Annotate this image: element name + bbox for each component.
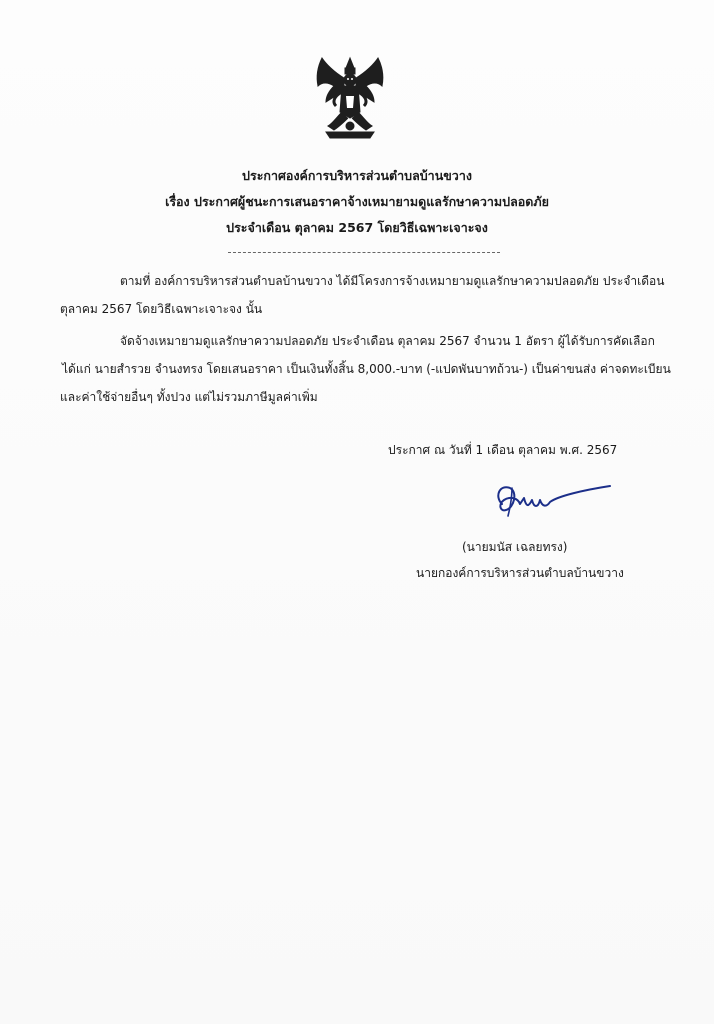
announce-date: ประกาศ ณ วันที่ 1 เดือน ตุลาคม พ.ศ. 2567	[388, 443, 618, 457]
paragraph2-line3: และค่าใช้จ่ายอื่นๆ ทั้งปวง แต่ไม่รวมภาษีมูลค่าเพิ่ม	[60, 390, 318, 404]
handwritten-signature	[488, 474, 618, 524]
paragraph2-line1: จัดจ้างเหมายามดูแลรักษาความปลอดภัย ประจำเดือน ตุลาคม 2567 จำนวน 1 อัตรา ผู้ได้รับการคัดเลือก	[120, 334, 655, 348]
garuda-emblem-icon	[308, 52, 392, 142]
paragraph1-line1: ตามที่ องค์การบริหารส่วนตำบลบ้านขวาง ได้มีโครงการจ้างเหมายามดูแลรักษาความปลอดภัย ประจำเดือน	[120, 274, 665, 288]
signer-position: นายกองค์การบริหารส่วนตำบลบ้านขวาง	[416, 566, 624, 580]
signer-name: (นายมนัส เฉลยทรง)	[462, 540, 568, 554]
paragraph1-line2: ตุลาคม 2567 โดยวิธีเฉพาะเจาะจง นั้น	[60, 302, 263, 316]
document-subject: เรื่อง ประกาศผู้ชนะการเสนอราคาจ้างเหมายามดูแลรักษาความปลอดภัย	[165, 194, 549, 209]
paragraph2-line2: ได้แก่ นายสำรวย จำนงทรง โดยเสนอราคา เป็นเงินทั้งสิ้น 8,000.-บาท (-แปดพันบาทถ้วน-) เป็นค่าขนส่ง ค่าจดทะเบียน	[62, 362, 671, 376]
document-title-org: ประกาศองค์การบริหารส่วนตำบลบ้านขวาง	[242, 168, 472, 183]
header-divider	[228, 252, 500, 253]
document-period: ประจำเดือน ตุลาคม 2567 โดยวิธีเฉพาะเจาะจง	[226, 220, 488, 235]
